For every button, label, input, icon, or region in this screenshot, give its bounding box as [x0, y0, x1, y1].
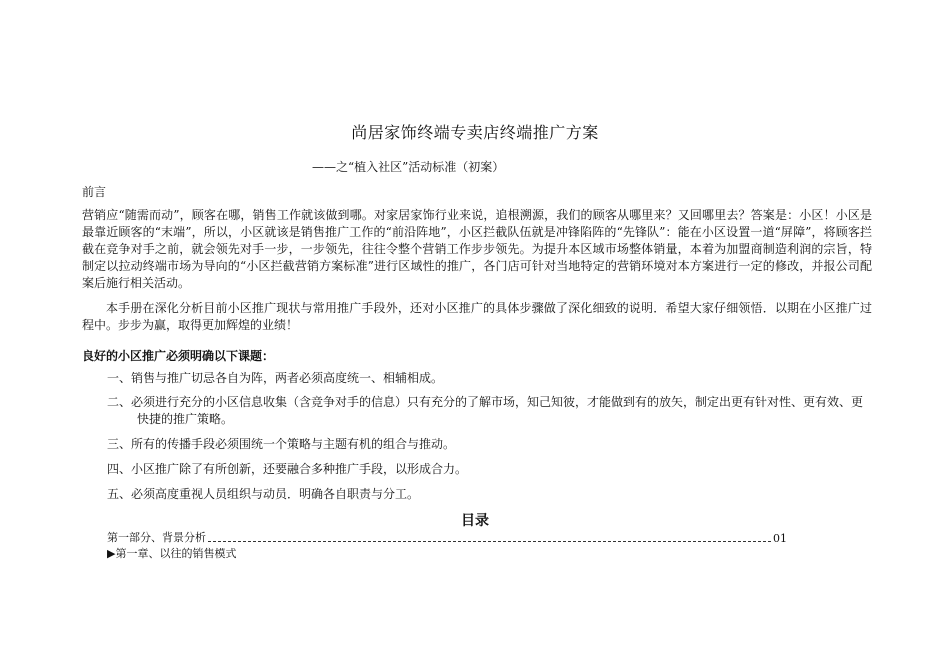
requirements-heading: 良好的小区推广必须明确以下课题： [82, 349, 275, 363]
preface-paragraph-1: 营销应“随需而动”，顾客在哪，销售工作就该做到哪。对家居家饰行业来说，追根溯源，我们的顾客从哪里来？又回哪里去？答案是：小区！小区是最靠近顾客的“末端”，所以，小区就该是销售推广工作的“前沿阵地”，小区拦截队伍就是冲锋陷阵的“先锋队”：能在小区设置一道“屏障”，将顾客拦截在竞争对手之前，就会领先对手一步，一步领先，往往令整个营销工作步步领先。为提升本区域市场整体销量，本着为加盟商制造利润的宗旨，特制定以拉动终端市场为导向的“小区拦截营销方案标准”进行区域性的推广，各门店可针对当地特定的营销环境对本方案进行一定的修改，并报公司配案后施行相关活动。 [82, 208, 872, 290]
document-title: 尚居家饰终端专卖店终端推广方案 [351, 123, 599, 142]
preface-paragraph-2: 本手册在深化分析目前小区推广现状与常用推广手段外，还对小区推广的具体步骤做了深化细致的说明．希望大家仔细领悟．以期在小区推广过程中。步步为赢，取得更加辉煌的业绩！ [82, 301, 872, 332]
preface-label: 前言 [82, 185, 107, 199]
toc-dot-leader [208, 540, 771, 542]
requirement-item: 五、必须高度重视人员组织与动员．明确各自职责与分工。 [107, 487, 420, 501]
requirement-item: 二、必须进行充分的小区信息收集（含竞争对手的信息）只有充分的了解市场，知己知彼，才能做到有的放矢，制定出更有针对性、更有效、更快捷的推广策略。 [107, 395, 864, 426]
requirement-item: 三、所有的传播手段必须围统一个策略与主题有机的组合与推动。 [107, 437, 456, 451]
toc-entry-page: 01 [773, 532, 787, 545]
toc-title: 目录 [461, 513, 489, 529]
toc-entry-chapter-1[interactable]: ▶第一章、以往的销售模式 [107, 547, 237, 560]
toc-entry-label: 第一部分、背景分析 [107, 531, 206, 544]
requirement-item: 一、销售与推广切忌各自为阵，两者必须高度统一、相辅相成。 [107, 371, 444, 385]
document-subtitle: ——之“植入社区”活动标准（初案） [312, 160, 505, 174]
toc-entry-part-1[interactable] [107, 529, 787, 545]
requirement-item: 四、小区推广除了有所创新，还要融合多种推广手段，以形成合力。 [107, 462, 468, 476]
